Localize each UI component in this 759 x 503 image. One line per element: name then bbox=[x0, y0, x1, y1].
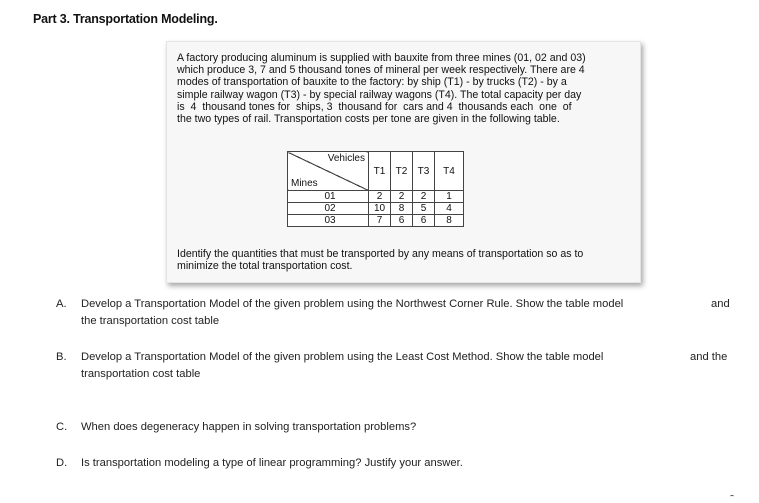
cost-cell: 10 bbox=[369, 203, 391, 215]
column-header-t1: T1 bbox=[369, 152, 391, 191]
cost-cell: 6 bbox=[413, 215, 435, 227]
question-letter: A. bbox=[56, 298, 67, 310]
cost-cell: 5 bbox=[413, 203, 435, 215]
question-line: Is transportation modeling a type of linear programming? Justify your answer. bbox=[81, 457, 463, 469]
question-text bbox=[81, 349, 681, 383]
mine-label: 02 bbox=[288, 203, 369, 215]
question-text bbox=[81, 296, 681, 330]
table-row bbox=[288, 203, 464, 215]
cost-cell: 1 bbox=[435, 191, 464, 203]
question-b bbox=[0, 349, 759, 385]
mines-label: Mines bbox=[291, 178, 318, 189]
question-text bbox=[81, 419, 681, 436]
cost-table bbox=[287, 151, 464, 227]
question-letter: C. bbox=[56, 421, 68, 433]
problem-closing bbox=[177, 248, 632, 272]
question-line: Develop a Transportation Model of the given problem using the Northwest Corner Rule. Show the table model bbox=[81, 298, 624, 310]
mine-label: 01 bbox=[288, 191, 369, 203]
question-letter: B. bbox=[56, 351, 67, 363]
column-header-t4: T4 bbox=[435, 152, 464, 191]
cost-cell: 4 bbox=[435, 203, 464, 215]
table-row bbox=[288, 215, 464, 227]
question-line: the transportation cost table bbox=[81, 315, 220, 327]
cost-cell: 2 bbox=[369, 191, 391, 203]
question-text bbox=[81, 455, 681, 472]
question-a bbox=[0, 296, 759, 332]
question-suffix: and the bbox=[690, 351, 728, 363]
problem-line: modes of transportation of bauxite to the factory: by ship (T1) - by trucks (T2) - by a bbox=[177, 76, 567, 89]
problem-line: which produce 3, 7 and 5 thousand tones of mineral per week respectively. There are 4 bbox=[177, 64, 585, 77]
question-suffix: and bbox=[711, 298, 730, 310]
mine-label: 03 bbox=[288, 215, 369, 227]
column-header-t3: T3 bbox=[413, 152, 435, 191]
question-line: When does degeneracy happen in solving transportation problems? bbox=[81, 421, 417, 433]
cost-cell: 8 bbox=[435, 215, 464, 227]
closing-line: Identify the quantities that must be transported by any means of transportation so as to bbox=[177, 248, 584, 260]
cost-cell: 7 bbox=[369, 215, 391, 227]
table-row bbox=[288, 191, 464, 203]
cost-cell: 6 bbox=[391, 215, 413, 227]
problem-box bbox=[166, 41, 641, 283]
closing-line: minimize the total transportation cost. bbox=[177, 260, 353, 273]
table-header-row bbox=[288, 152, 464, 191]
problem-statement bbox=[177, 52, 629, 125]
problem-line: is 4 thousand tones for ships, 3 thousand for cars and 4 thousands each one of bbox=[177, 100, 572, 113]
vehicles-label: Vehicles bbox=[327, 153, 365, 164]
question-d bbox=[0, 455, 759, 473]
problem-line: simple railway wagon (T3) - by special railway wagons (T4). The total capacity per day bbox=[177, 88, 582, 101]
question-c bbox=[0, 419, 759, 437]
question-line: Develop a Transportation Model of the given problem using the Least Cost Method. Show the table model bbox=[81, 351, 604, 363]
cost-cell: 2 bbox=[391, 191, 413, 203]
column-header-t2: T2 bbox=[391, 152, 413, 191]
question-line: transportation cost table bbox=[81, 368, 201, 380]
stray-mark bbox=[730, 495, 734, 498]
part-title: Part 3. Transportation Modeling. bbox=[33, 12, 218, 26]
question-letter: D. bbox=[56, 457, 68, 469]
cost-cell: 8 bbox=[391, 203, 413, 215]
problem-line: the two types of rail. Transportation costs per tone are given in the following table. bbox=[177, 113, 560, 126]
table-corner-cell bbox=[288, 152, 369, 191]
cost-cell: 2 bbox=[413, 191, 435, 203]
problem-line: A factory producing aluminum is supplied with bauxite from three mines (01, 02 and 03) bbox=[177, 52, 586, 64]
